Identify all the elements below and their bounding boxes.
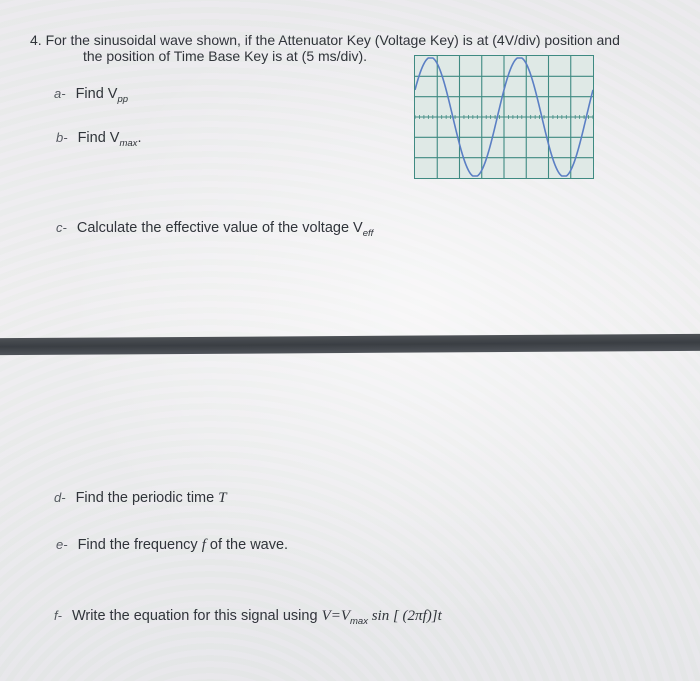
question-line-2: the position of Time Base Key is at (5 ms/div).: [83, 48, 368, 64]
item-d: [54, 490, 227, 507]
item-b-letter: b-: [56, 130, 68, 145]
item-a-sub: pp: [117, 93, 129, 105]
item-b-text: Find V: [77, 130, 120, 146]
item-e-text: Find the frequency: [77, 537, 202, 553]
oscilloscope-svg: [415, 56, 593, 178]
question-line-1: 4. For the sinusoidal wave shown, if the Attenuator Key (Voltage Key) is at (4V/div) position and: [30, 32, 620, 48]
item-a-letter: a-: [54, 86, 66, 101]
item-f: [54, 608, 442, 627]
item-f-letter: f-: [54, 608, 62, 623]
item-c-sub: eff: [362, 227, 374, 239]
item-c-text: Calculate the effective value of the voltage V: [76, 220, 363, 236]
item-d-text: Find the periodic time: [75, 490, 219, 506]
item-b-tail: .: [137, 130, 142, 146]
item-a: [54, 86, 128, 105]
item-d-letter: d-: [54, 490, 66, 505]
item-b: [56, 130, 141, 149]
item-c: [56, 220, 373, 239]
item-e-letter: e-: [56, 537, 68, 552]
item-f-eq-v: V=V: [321, 608, 351, 624]
page-divider-band: [0, 334, 700, 355]
item-f-text: Write the equation for this signal using: [71, 608, 322, 624]
item-e-tail: of the wave.: [205, 537, 289, 553]
item-f-eq-rest: sin [ (2πf)]t: [367, 608, 442, 624]
item-a-text: Find V: [75, 86, 118, 102]
item-d-var: T: [218, 490, 227, 506]
item-e: [56, 537, 288, 554]
item-b-sub: max: [119, 137, 138, 149]
item-e-var: f: [201, 537, 206, 553]
oscilloscope-display: [414, 55, 594, 179]
item-c-letter: c-: [56, 220, 67, 235]
item-f-eq-sub: max: [350, 615, 368, 627]
